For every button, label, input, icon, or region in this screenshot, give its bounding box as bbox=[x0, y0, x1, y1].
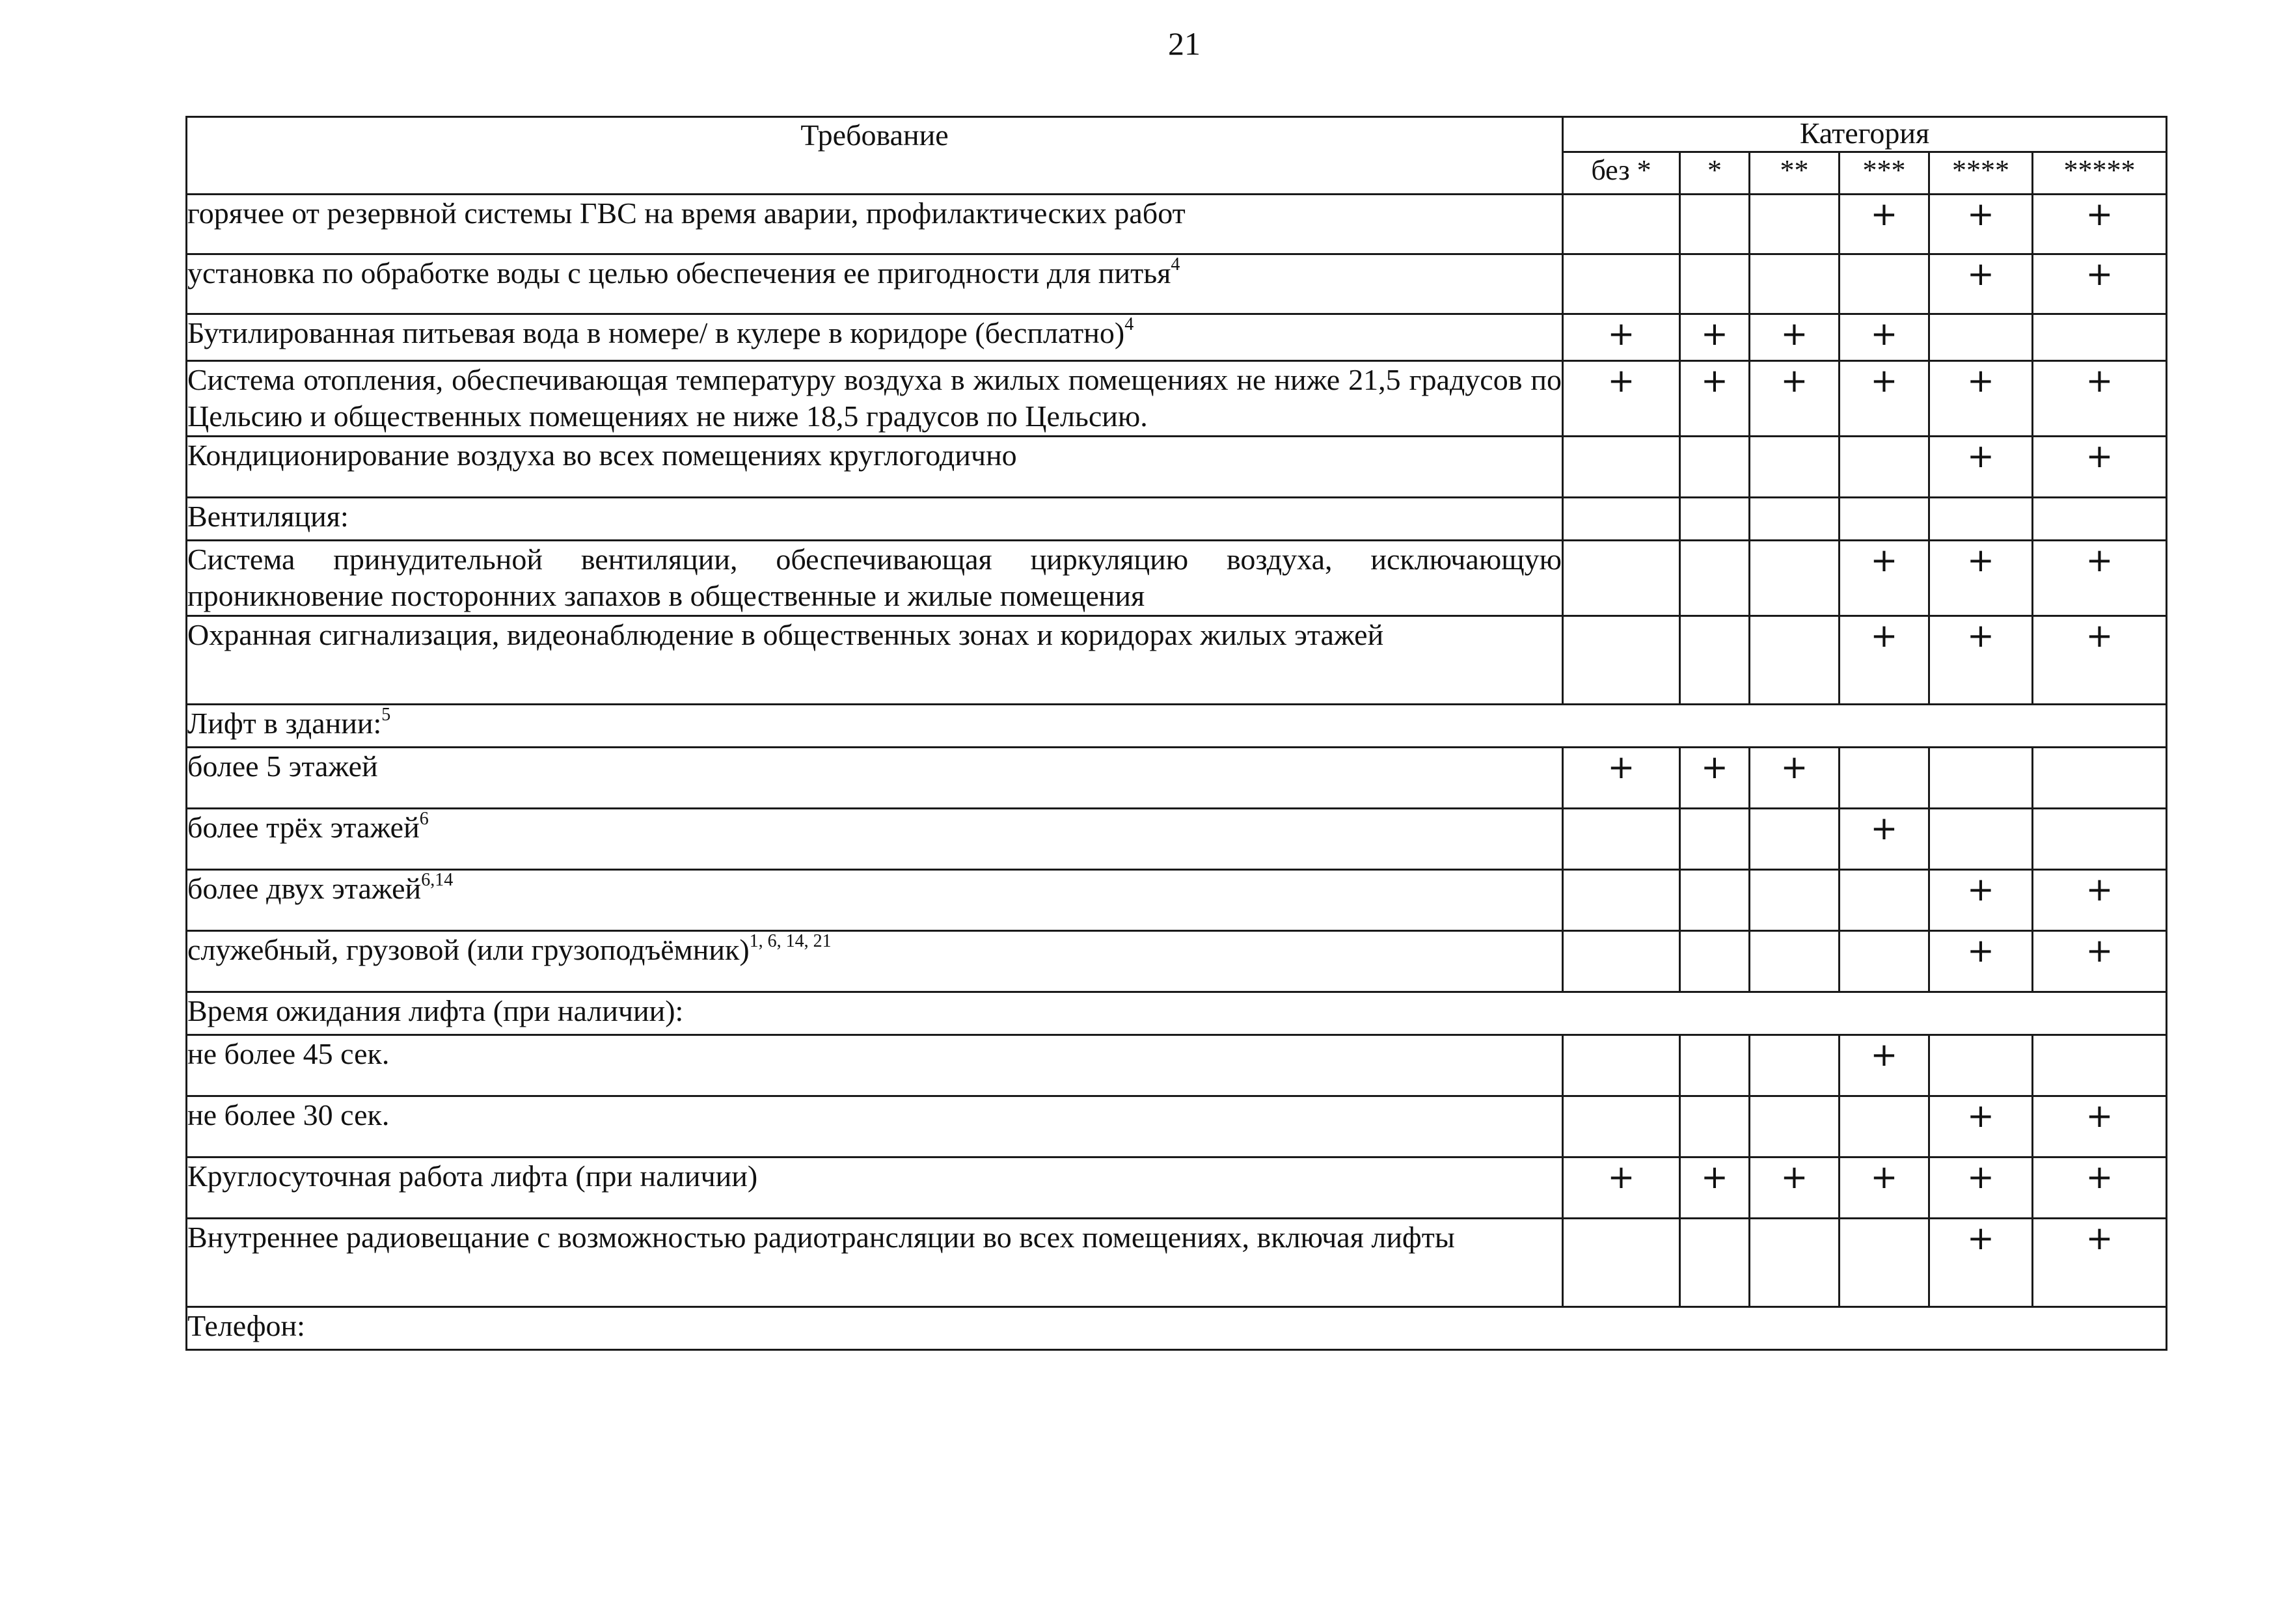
requirement-cell bbox=[187, 705, 2167, 748]
footnote-ref: 4 bbox=[1124, 314, 1134, 334]
category-mark: + bbox=[1840, 809, 1929, 870]
category-mark bbox=[1750, 931, 1840, 992]
category-mark bbox=[1750, 616, 1840, 705]
requirement-text: служебный, грузовой (или грузоподъёмник) bbox=[187, 933, 750, 966]
category-mark bbox=[1840, 931, 1929, 992]
category-mark: + bbox=[1929, 1219, 2033, 1307]
requirement-cell bbox=[187, 195, 1563, 254]
category-mark: + bbox=[1563, 1157, 1680, 1219]
requirement-cell bbox=[187, 498, 1563, 541]
category-mark: + bbox=[1680, 748, 1750, 809]
category-mark: + bbox=[1840, 616, 1929, 705]
category-mark: + bbox=[1750, 361, 1840, 437]
category-mark bbox=[1680, 1096, 1750, 1157]
category-mark bbox=[1680, 195, 1750, 254]
table-row bbox=[187, 498, 2167, 541]
requirement-cell bbox=[187, 931, 1563, 992]
category-mark: + bbox=[2033, 870, 2167, 931]
category-mark bbox=[1680, 616, 1750, 705]
requirement-text: горячее от резервной системы ГВС на время аварии, профилактических работ bbox=[187, 196, 1186, 230]
requirement-text: более трёх этажей bbox=[187, 811, 420, 844]
requirement-text: установка по обработке воды с целью обеспечения ее пригодности для питья bbox=[187, 256, 1171, 290]
category-3-star: *** bbox=[1840, 152, 1929, 195]
category-mark: + bbox=[1929, 254, 2033, 314]
category-mark: + bbox=[1929, 931, 2033, 992]
requirement-cell bbox=[187, 616, 1563, 705]
category-mark bbox=[1929, 314, 2033, 361]
table-row bbox=[187, 1035, 2167, 1096]
requirement-cell bbox=[187, 1307, 2167, 1350]
category-mark bbox=[1680, 437, 1750, 498]
category-mark bbox=[1680, 498, 1750, 541]
category-mark: + bbox=[2033, 931, 2167, 992]
category-mark bbox=[1563, 809, 1680, 870]
category-mark: + bbox=[1929, 616, 2033, 705]
table-row bbox=[187, 748, 2167, 809]
category-mark: + bbox=[2033, 195, 2167, 254]
category-mark: + bbox=[2033, 1219, 2167, 1307]
category-mark bbox=[1750, 1035, 1840, 1096]
category-mark bbox=[1680, 1035, 1750, 1096]
table-row bbox=[187, 1219, 2167, 1307]
header-category: Категория bbox=[1563, 117, 2167, 152]
category-mark bbox=[1563, 498, 1680, 541]
category-mark bbox=[2033, 809, 2167, 870]
category-none: без * bbox=[1563, 152, 1680, 195]
category-mark bbox=[1929, 748, 2033, 809]
category-mark: + bbox=[1929, 195, 2033, 254]
requirement-text: Лифт в здании: bbox=[187, 707, 382, 740]
requirement-cell bbox=[187, 992, 2167, 1035]
category-mark: + bbox=[1563, 361, 1680, 437]
requirement-text: Кондиционирование воздуха во всех помещениях круглогодично bbox=[187, 439, 1017, 472]
footnote-ref: 6,14 bbox=[421, 869, 454, 890]
requirement-text: Система принудительной вентиляции, обеспечивающая циркуляцию воздуха, исключающую проникновение посторонних запахов в общественные и жилые помещения bbox=[187, 543, 1562, 612]
category-mark bbox=[1750, 1219, 1840, 1307]
category-mark: + bbox=[1929, 541, 2033, 616]
category-mark bbox=[1750, 809, 1840, 870]
requirement-cell bbox=[187, 1096, 1563, 1157]
footnote-ref: 6 bbox=[419, 808, 429, 829]
category-mark bbox=[1840, 498, 1929, 541]
category-mark: + bbox=[1929, 361, 2033, 437]
category-mark bbox=[1680, 1219, 1750, 1307]
table-row bbox=[187, 1096, 2167, 1157]
requirement-cell bbox=[187, 541, 1563, 616]
category-mark bbox=[2033, 748, 2167, 809]
category-mark bbox=[1563, 254, 1680, 314]
category-mark: + bbox=[2033, 254, 2167, 314]
category-mark: + bbox=[1840, 541, 1929, 616]
category-mark: + bbox=[1750, 314, 1840, 361]
category-mark bbox=[1563, 1096, 1680, 1157]
requirement-text: Вентиляция: bbox=[187, 500, 349, 533]
requirement-text: Внутреннее радиовещание с возможностью радиотрансляции во всех помещениях, включая лифты bbox=[187, 1221, 1455, 1254]
table-row bbox=[187, 616, 2167, 705]
category-mark bbox=[1840, 1219, 1929, 1307]
category-mark bbox=[1840, 748, 1929, 809]
category-mark bbox=[1750, 254, 1840, 314]
table-row bbox=[187, 705, 2167, 748]
requirement-text: Бутилированная питьевая вода в номере/ в кулере в коридоре (бесплатно) bbox=[187, 316, 1125, 349]
footnote-ref: 1, 6, 14, 21 bbox=[749, 930, 832, 951]
table-row bbox=[187, 931, 2167, 992]
category-mark bbox=[1750, 498, 1840, 541]
table-row bbox=[187, 541, 2167, 616]
category-mark bbox=[1840, 254, 1929, 314]
category-mark bbox=[1563, 1035, 1680, 1096]
requirement-text: не более 45 сек. bbox=[187, 1037, 390, 1070]
requirement-cell bbox=[187, 314, 1563, 361]
category-4-star: **** bbox=[1929, 152, 2033, 195]
category-mark: + bbox=[2033, 361, 2167, 437]
category-mark: + bbox=[2033, 616, 2167, 705]
category-mark: + bbox=[1840, 1035, 1929, 1096]
requirement-cell bbox=[187, 1035, 1563, 1096]
requirement-text: Время ожидания лифта (при наличии): bbox=[187, 994, 684, 1027]
category-mark bbox=[1840, 1096, 1929, 1157]
category-mark bbox=[1563, 931, 1680, 992]
table-row bbox=[187, 809, 2167, 870]
table-row bbox=[187, 195, 2167, 254]
table-row bbox=[187, 992, 2167, 1035]
category-mark: + bbox=[1680, 314, 1750, 361]
page-number: 21 bbox=[1168, 25, 1201, 62]
category-mark bbox=[1929, 809, 2033, 870]
category-mark bbox=[1680, 809, 1750, 870]
category-mark: + bbox=[1680, 1157, 1750, 1219]
category-mark: + bbox=[1840, 195, 1929, 254]
category-mark: + bbox=[2033, 1157, 2167, 1219]
category-mark bbox=[1680, 254, 1750, 314]
table-row bbox=[187, 870, 2167, 931]
requirement-text: более 5 этажей bbox=[187, 750, 378, 783]
category-1-star: * bbox=[1680, 152, 1750, 195]
requirement-cell bbox=[187, 809, 1563, 870]
requirement-text: более двух этажей bbox=[187, 872, 422, 905]
table-row bbox=[187, 437, 2167, 498]
category-mark bbox=[1750, 1096, 1840, 1157]
category-mark: + bbox=[1840, 314, 1929, 361]
requirement-cell bbox=[187, 870, 1563, 931]
header-requirement: Требование bbox=[187, 117, 1563, 195]
category-2-star: ** bbox=[1750, 152, 1840, 195]
category-mark bbox=[1750, 870, 1840, 931]
requirement-text: Система отопления, обеспечивающая температуру воздуха в жилых помещениях не ниже 21,5 градусов по Цельсию и общественных помещениях не ниже 18,5 градусов по Цельсию. bbox=[187, 363, 1562, 433]
category-mark bbox=[1840, 870, 1929, 931]
requirement-text: Круглосуточная работа лифта (при наличии) bbox=[187, 1159, 758, 1193]
category-mark bbox=[1840, 437, 1929, 498]
category-mark: + bbox=[1840, 361, 1929, 437]
category-mark: + bbox=[1929, 1157, 2033, 1219]
category-mark bbox=[1680, 541, 1750, 616]
category-mark bbox=[1750, 437, 1840, 498]
requirement-cell bbox=[187, 748, 1563, 809]
category-mark bbox=[1563, 1219, 1680, 1307]
category-mark: + bbox=[1840, 1157, 1929, 1219]
requirement-text: Телефон: bbox=[187, 1309, 305, 1342]
category-mark: + bbox=[1680, 361, 1750, 437]
category-mark: + bbox=[2033, 541, 2167, 616]
requirement-cell bbox=[187, 1219, 1563, 1307]
category-mark bbox=[1929, 498, 2033, 541]
category-mark bbox=[2033, 314, 2167, 361]
category-mark bbox=[1680, 870, 1750, 931]
requirement-cell bbox=[187, 1157, 1563, 1219]
table-body bbox=[187, 195, 2167, 1350]
category-mark bbox=[1563, 870, 1680, 931]
requirement-text: Охранная сигнализация, видеонаблюдение в общественных зонах и коридорах жилых этажей bbox=[187, 618, 1384, 651]
category-mark: + bbox=[1563, 748, 1680, 809]
category-mark bbox=[1563, 195, 1680, 254]
category-mark: + bbox=[1929, 870, 2033, 931]
category-mark bbox=[1563, 437, 1680, 498]
category-mark: + bbox=[1563, 314, 1680, 361]
table-row bbox=[187, 254, 2167, 314]
footnote-ref: 4 bbox=[1171, 254, 1180, 275]
table-row bbox=[187, 1307, 2167, 1350]
category-mark bbox=[1563, 541, 1680, 616]
requirements-table bbox=[185, 116, 2167, 1351]
table-row bbox=[187, 314, 2167, 361]
category-mark: + bbox=[1750, 748, 1840, 809]
requirement-cell bbox=[187, 254, 1563, 314]
category-mark: + bbox=[1750, 1157, 1840, 1219]
footnote-ref: 5 bbox=[381, 704, 391, 725]
table-row bbox=[187, 361, 2167, 437]
table-row bbox=[187, 1157, 2167, 1219]
category-mark bbox=[1563, 616, 1680, 705]
category-mark bbox=[2033, 498, 2167, 541]
category-mark: + bbox=[1929, 437, 2033, 498]
category-mark: + bbox=[2033, 437, 2167, 498]
category-mark bbox=[1680, 931, 1750, 992]
requirement-cell bbox=[187, 361, 1563, 437]
category-mark bbox=[1929, 1035, 2033, 1096]
requirement-text: не более 30 сек. bbox=[187, 1098, 390, 1131]
category-mark: + bbox=[1929, 1096, 2033, 1157]
category-mark bbox=[2033, 1035, 2167, 1096]
category-mark bbox=[1750, 195, 1840, 254]
category-mark: + bbox=[2033, 1096, 2167, 1157]
category-5-star: ***** bbox=[2033, 152, 2167, 195]
category-mark bbox=[1750, 541, 1840, 616]
requirement-cell bbox=[187, 437, 1563, 498]
